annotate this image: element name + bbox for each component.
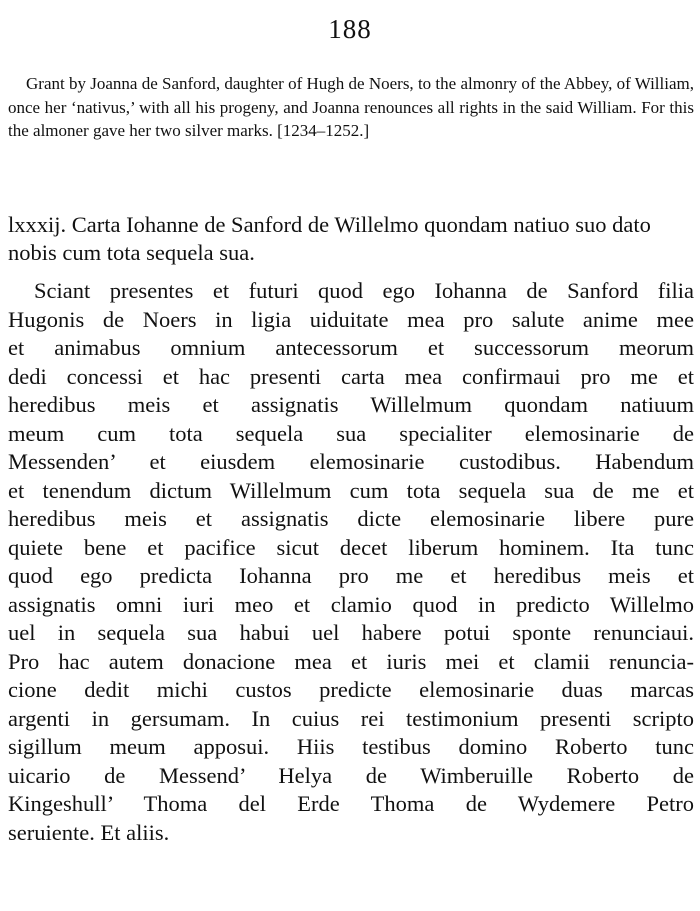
charter-line: sigillum meum apposui. Hiis testibus domino Roberto tunc xyxy=(8,734,694,759)
charter-line: heredibus meis et assignatis dicte elemosinarie libere pure xyxy=(8,506,694,531)
charter-line: Pro hac autem donacione mea et iuris mei et clamii renuncia- xyxy=(8,648,694,674)
charter-line: et animabus omnium antecessorum et successorum meorum xyxy=(8,335,694,360)
charter-line: meum cum tota sequela sua specialiter elemosinarie de xyxy=(8,420,694,446)
charter-line: uel in sequela sua habui uel habere potui sponte renunciaui. xyxy=(8,620,694,645)
charter-line: Kingeshull’ Thoma del Erde Thoma de Wydemere Petro xyxy=(8,791,694,816)
charter-line: quod ego predicta Iohanna pro me et heredibus meis et xyxy=(8,563,694,588)
charter-heading: lxxxij. Carta Iohanne de Sanford de Willelmo quondam natiuo suo dato nobis cum tota sequela sua. xyxy=(8,212,651,265)
charter-line: et tenendum dictum Willelmum cum tota sequela sua de me et xyxy=(8,477,694,503)
charter-line: dedi concessi et hac presenti carta mea confirmaui pro me et xyxy=(8,363,694,389)
charter-line: cione dedit michi custos predicte elemosinarie duas marcas xyxy=(8,677,694,702)
charter-line: Sciant presentes et futuri quod ego Iohanna de Sanford filia xyxy=(34,278,694,303)
charter-line: quiete bene et pacifice sicut decet liberum hominem. Ita tunc xyxy=(8,534,694,560)
charter-line: uicario de Messend’ Helya de Wimberuille Roberto de xyxy=(8,762,694,788)
charter-line: Messenden’ et eiusdem elemosinarie custodibus. Habendum xyxy=(8,449,694,474)
charter-text xyxy=(8,277,694,847)
charter-line: Hugonis de Noers in ligia uiduitate mea pro salute anime mee xyxy=(8,306,694,332)
charter-summary: Grant by Joanna de Sanford, daughter of Hugh de Noers, to the almonry of the Abbey, of William, once her ‘nativus,’ with all his progeny, and Joanna renounces all rights in the said William. For this the almoner gave her two silver marks. [1234–1252.] xyxy=(8,74,694,140)
charter-line: argenti in gersumam. In cuius rei testimonium presenti scripto xyxy=(8,705,694,731)
page-number: 188 xyxy=(328,14,372,44)
charter-line: seruiente. Et aliis. xyxy=(8,819,170,845)
charter-line: heredibus meis et assignatis Willelmum quondam natiuum xyxy=(8,392,694,417)
charter-line: assignatis omni iuri meo et clamio quod in predicto Willelmo xyxy=(8,591,694,617)
